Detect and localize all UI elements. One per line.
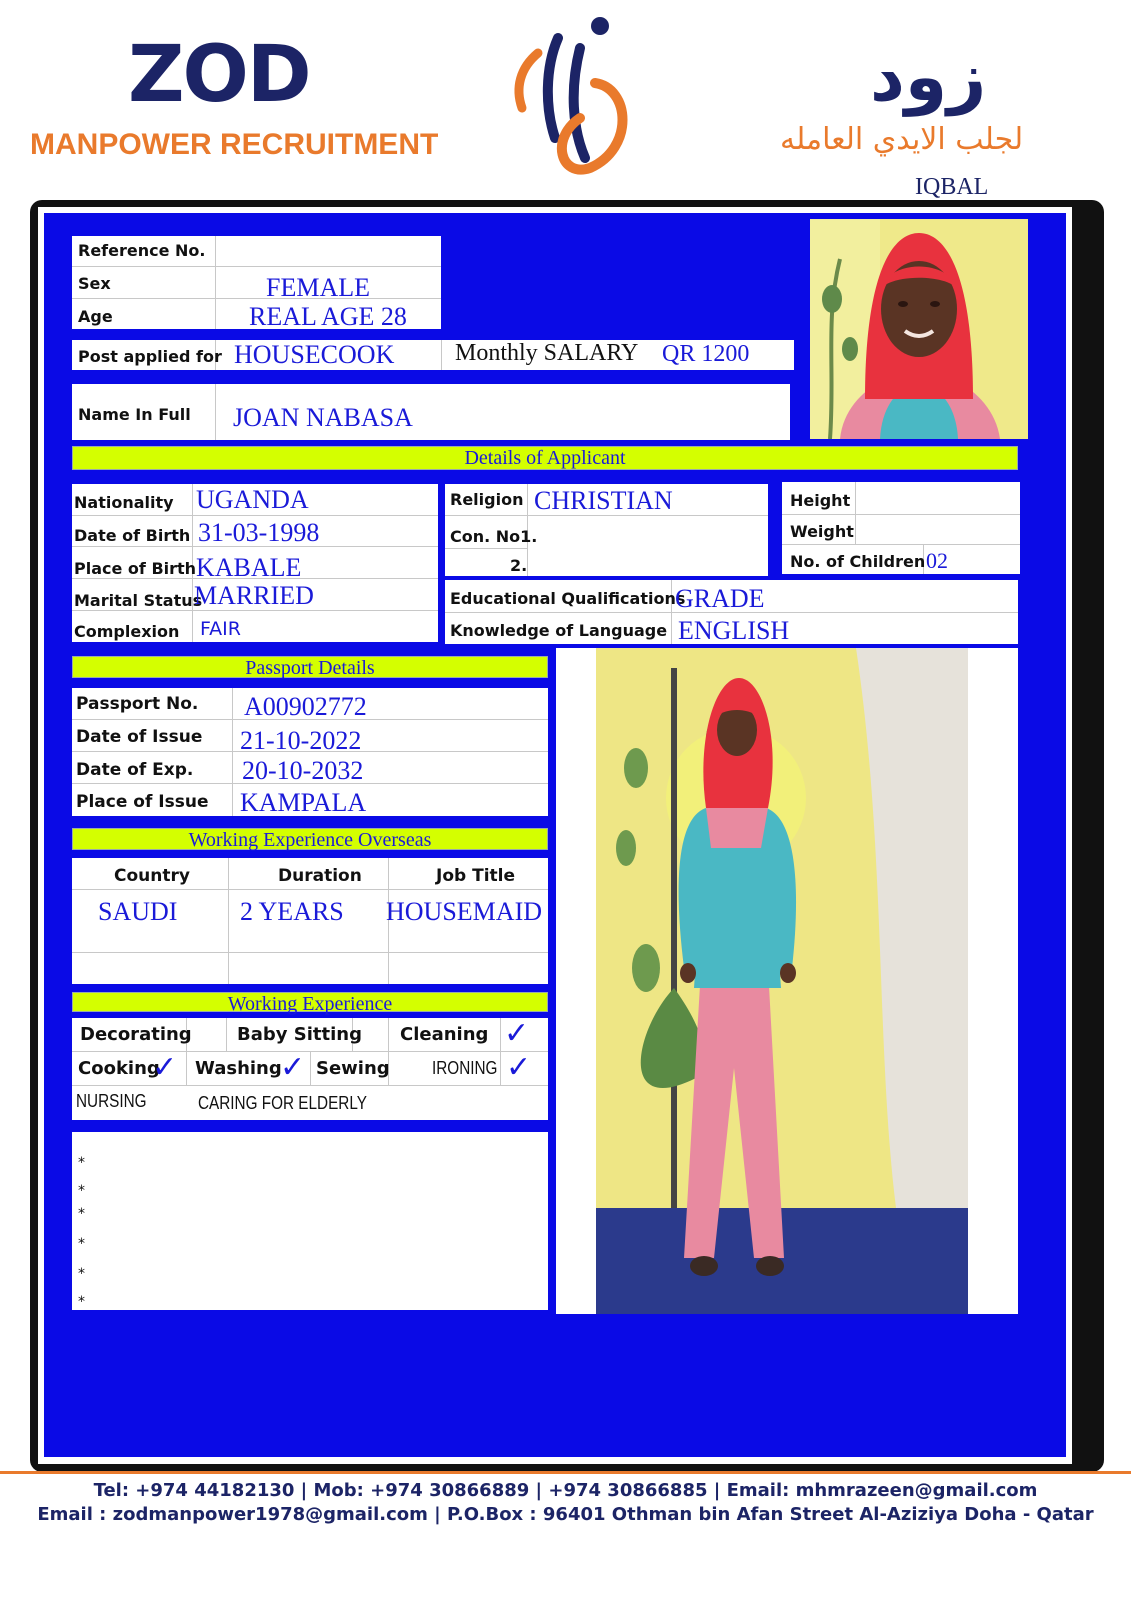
note-bullet: * (78, 1236, 85, 1252)
name-label: Name In Full (78, 405, 191, 424)
salary-value: QR 1200 (662, 341, 750, 367)
name-value: JOAN NABASA (233, 403, 413, 432)
experience-cooking: Cooking (78, 1058, 160, 1079)
details-title: Details of Applicant (72, 446, 1018, 470)
dob-label: Date of Birth (74, 526, 191, 545)
experience-nursing: NURSING (76, 1091, 147, 1111)
note-bullet: * (78, 1294, 85, 1310)
nationality-value: UGANDA (196, 485, 309, 514)
cooking-check-icon: ✓ (152, 1050, 178, 1085)
ironing-check-icon: ✓ (506, 1050, 532, 1085)
salary-label: Monthly SALARY (455, 340, 639, 366)
full-body-photo (556, 648, 1018, 1314)
portrait-photo (810, 219, 1028, 439)
post-label: Post applied for (78, 347, 222, 366)
passport-place-value: KAMPALA (240, 788, 367, 817)
divider (445, 548, 527, 549)
experience-washing: Washing (195, 1058, 282, 1079)
religion-value: CHRISTIAN (534, 486, 673, 515)
language-value: ENGLISH (678, 616, 790, 645)
divider (72, 515, 438, 516)
overseas-col-job: Job Title (436, 866, 515, 886)
pob-label: Place of Birth (74, 559, 197, 578)
footer-address: Email : zodmanpower1978@gmail.com | P.O.Box : 96401 Othman bin Afan Street Al-Aziziya Doha - Qatar (37, 1504, 1094, 1525)
experience-baby-sitting: Baby Sitting (237, 1024, 362, 1045)
complexion-label: Complexion (74, 622, 180, 641)
children-value: 02 (926, 548, 948, 573)
divider (72, 952, 548, 953)
divider (855, 482, 856, 544)
experience-title: Working Experience (72, 992, 548, 1012)
passport-number-label: Passport No. (76, 694, 199, 714)
height-label: Height (790, 491, 851, 510)
branch-name: IQBAL (915, 174, 989, 200)
experience-sewing: Sewing (316, 1058, 390, 1079)
con1-label: Con. No1. (450, 527, 538, 546)
passport-number-value: A00902772 (244, 692, 367, 721)
education-label: Educational Qualifications (450, 589, 686, 608)
language-label: Knowledge of Language (450, 621, 668, 640)
divider (782, 514, 1020, 515)
weight-label: Weight (790, 522, 854, 541)
divider (186, 1051, 187, 1085)
overseas-duration: 2 YEARS (240, 897, 344, 926)
brand-subtitle-arabic: لجلب الايدي العامله (780, 122, 1024, 157)
sex-value: FEMALE (266, 273, 370, 302)
brand-subtitle: MANPOWER RECRUITMENT (30, 128, 439, 161)
note-bullet: * (78, 1155, 85, 1171)
divider (72, 1085, 548, 1086)
reference-label: Reference No. (78, 241, 206, 260)
nationality-label: Nationality (74, 493, 174, 512)
footer-contacts: Tel: +974 44182130 | Mob: +974 30866889 | +974 30866885 | Email: mhmrazeen@gmail.com (93, 1480, 1038, 1501)
dob-value: 31-03-1998 (198, 518, 320, 547)
divider (500, 1018, 501, 1085)
divider (215, 236, 216, 329)
brand-name: ZOD (128, 30, 310, 120)
divider (72, 889, 548, 890)
passport-issue-value: 21-10-2022 (240, 726, 362, 755)
divider (228, 858, 229, 984)
marital-label: Marital Status (74, 591, 203, 610)
education-value: GRADE (675, 584, 765, 613)
post-value: HOUSECOOK (234, 340, 395, 369)
notes-box (72, 1132, 548, 1310)
divider (72, 266, 441, 267)
religion-label: Religion (450, 490, 524, 509)
divider (310, 1051, 311, 1085)
passport-exp-value: 20-10-2032 (242, 756, 364, 785)
divider (215, 384, 216, 440)
washing-check-icon: ✓ (280, 1050, 306, 1085)
experience-decorating: Decorating (80, 1024, 192, 1045)
note-bullet: * (78, 1206, 85, 1222)
con2-label: 2. (510, 556, 528, 575)
age-label: Age (78, 307, 113, 326)
note-bullet: * (78, 1183, 85, 1199)
marital-value: MARRIED (194, 581, 314, 610)
passport-exp-label: Date of Exp. (76, 760, 194, 780)
brand-logo-icon (500, 8, 640, 178)
passport-issue-label: Date of Issue (76, 727, 203, 747)
overseas-country: SAUDI (98, 897, 178, 926)
overseas-col-duration: Duration (278, 866, 362, 886)
brand-name-arabic: زود (870, 38, 987, 117)
divider (72, 298, 441, 299)
divider (226, 1018, 227, 1051)
complexion-value: FAIR (200, 618, 241, 640)
divider (441, 340, 442, 370)
experience-cleaning: Cleaning (400, 1024, 489, 1045)
divider (232, 688, 233, 816)
children-label: No. of Children (790, 552, 926, 571)
age-value: REAL AGE 28 (249, 302, 407, 331)
experience-ironing: IRONING (432, 1058, 498, 1078)
note-bullet: * (78, 1266, 85, 1282)
overseas-col-country: Country (114, 866, 190, 886)
overseas-job: HOUSEMAID (386, 897, 542, 926)
passport-title: Passport Details (72, 656, 548, 678)
passport-place-label: Place of Issue (76, 792, 209, 812)
footer-divider (0, 1471, 1131, 1474)
experience-caring: CARING FOR ELDERLY (198, 1093, 367, 1113)
divider (782, 544, 1020, 545)
pob-value: KABALE (196, 553, 302, 582)
sex-label: Sex (78, 274, 111, 293)
overseas-title: Working Experience Overseas (72, 828, 548, 850)
cleaning-check-icon: ✓ (504, 1016, 530, 1051)
